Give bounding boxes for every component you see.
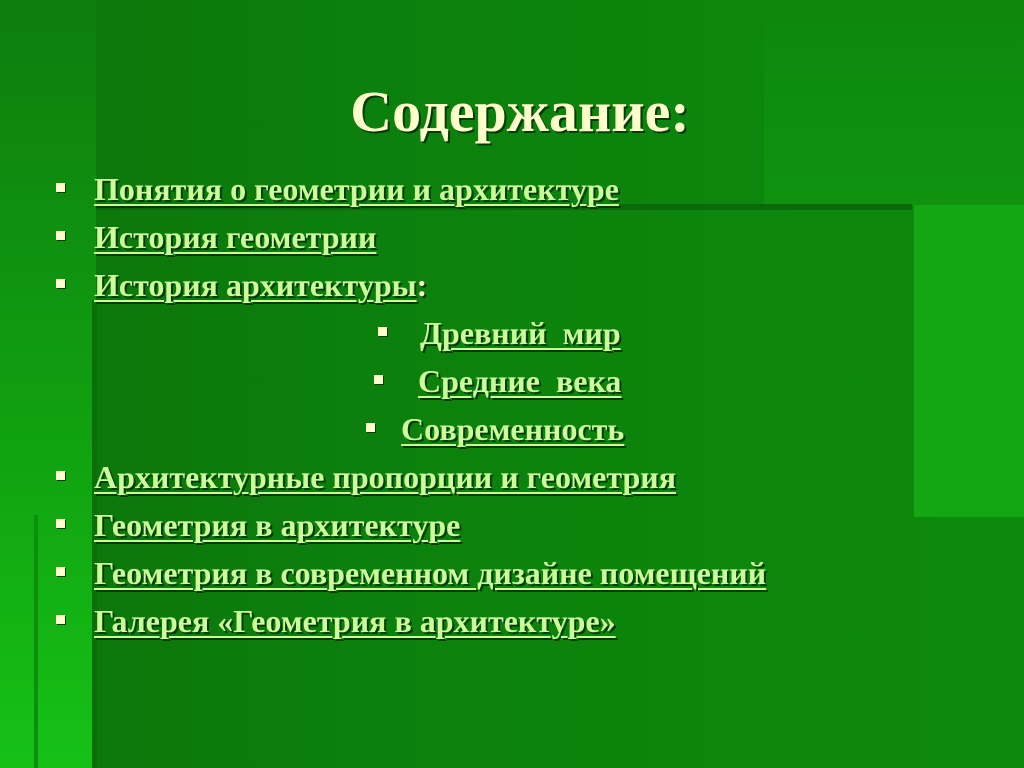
square-bullet-icon bbox=[56, 519, 65, 528]
toc-link-geometry-in-architecture[interactable]: Геометрия в архитектуре bbox=[94, 507, 461, 543]
toc-item-text bbox=[94, 598, 616, 644]
toc-item-text bbox=[94, 502, 460, 548]
toc-link-middle-ages[interactable]: Средние века bbox=[418, 363, 622, 399]
toc-link-modernity[interactable]: Современность bbox=[401, 411, 625, 447]
background-divider-vertical-left bbox=[34, 515, 38, 768]
toc-item-proportions-geometry bbox=[56, 454, 1016, 502]
toc-link-concepts[interactable]: Понятия о геометрии и архитектуре bbox=[94, 171, 619, 207]
toc-item-interior-design bbox=[56, 550, 1016, 598]
toc-link-gallery[interactable]: Галерея «Геометрия в архитектуре» bbox=[94, 603, 616, 639]
square-bullet-icon bbox=[56, 231, 65, 240]
toc-subitem-ancient-world bbox=[56, 310, 1016, 358]
square-bullet-icon bbox=[374, 375, 383, 384]
toc-item-text bbox=[94, 214, 376, 260]
square-bullet-icon bbox=[56, 183, 65, 192]
toc-subitem-middle-ages bbox=[56, 358, 1016, 406]
toc-item-geometry-architecture-concepts bbox=[56, 166, 1016, 214]
square-bullet-icon bbox=[56, 615, 65, 624]
square-bullet-icon bbox=[378, 327, 387, 336]
square-bullet-icon bbox=[56, 279, 65, 288]
toc-subitem-modernity bbox=[56, 406, 1016, 454]
toc-item-text bbox=[418, 358, 621, 404]
toc-item-geometry-history bbox=[56, 214, 1016, 262]
toc-link-interior-design[interactable]: Геометрия в современном дизайне помещений bbox=[94, 555, 767, 591]
toc-item-text bbox=[420, 310, 621, 356]
toc-item-text bbox=[94, 166, 619, 212]
square-bullet-icon bbox=[366, 423, 375, 432]
toc-item-geometry-in-architecture bbox=[56, 502, 1016, 550]
square-bullet-icon bbox=[56, 471, 65, 480]
toc-item-suffix: : bbox=[416, 267, 428, 303]
toc-item-text bbox=[94, 454, 676, 500]
toc-link-proportions[interactable]: Архитектурные пропорции и геометрия bbox=[94, 459, 676, 495]
toc-item-text bbox=[94, 262, 427, 308]
toc-link-ancient-world[interactable]: Древний мир bbox=[420, 315, 621, 351]
slide-title: Содержание: bbox=[350, 79, 690, 144]
toc-item-text bbox=[401, 406, 624, 452]
toc-item-gallery bbox=[56, 598, 1016, 646]
toc-link-geometry-history[interactable]: История геометрии bbox=[94, 219, 377, 255]
toc-item-text bbox=[94, 550, 766, 596]
toc-link-architecture-history[interactable]: История архитектуры bbox=[94, 267, 417, 303]
table-of-contents bbox=[56, 166, 1016, 646]
toc-item-architecture-history bbox=[56, 262, 1016, 310]
square-bullet-icon bbox=[56, 567, 65, 576]
